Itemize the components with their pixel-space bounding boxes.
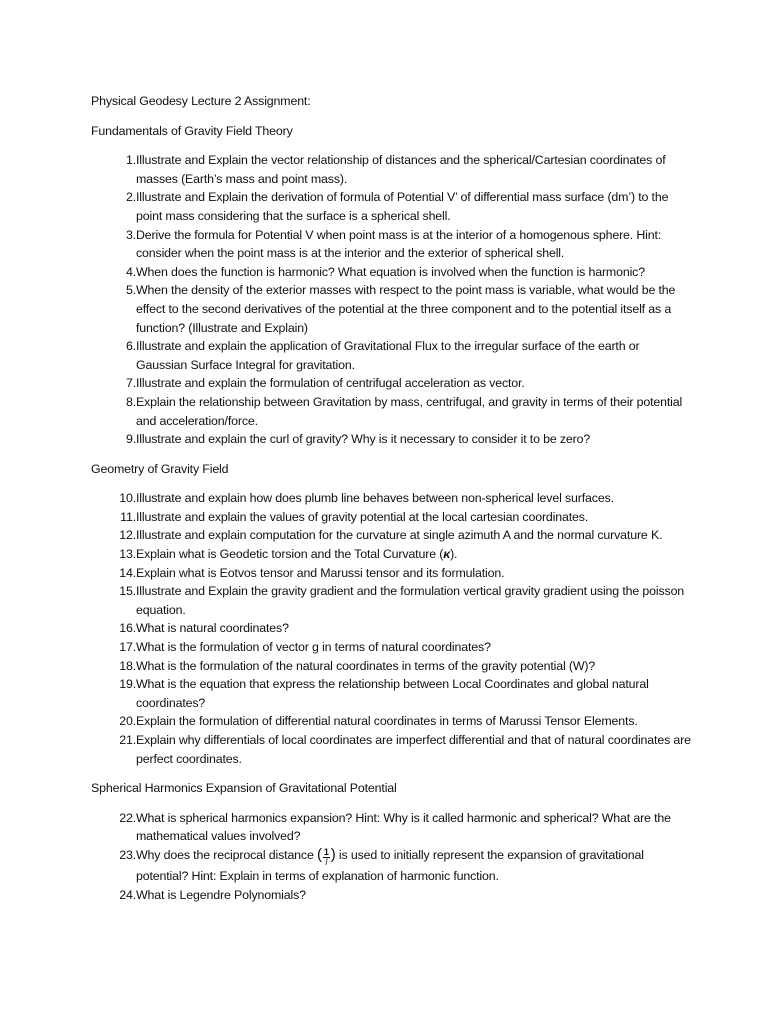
question-item: [91, 337, 691, 374]
question-item: [91, 731, 691, 768]
question-item: [91, 638, 691, 657]
question-number: 21.: [119, 733, 136, 747]
question-number: 10.: [119, 491, 136, 506]
question-text: Illustrate and explain computation for the curvature at single azimuth A and the normal curvature K.: [136, 528, 663, 543]
question-item: [91, 393, 691, 430]
question-item: [91, 657, 691, 676]
question-text: What is spherical harmonics expansion? Hint: Why is it called harmonic and spherical? What are the mathematical values involved?: [136, 810, 671, 844]
question-text: Illustrate and Explain the gravity gradient and the formulation vertical gravity gradient using the poisson equation.: [136, 584, 685, 617]
kappa-symbol: κ: [443, 547, 451, 562]
question-text: What is natural coordinates?: [136, 621, 289, 636]
question-number: 16.: [119, 621, 136, 636]
question-number: 12.: [119, 528, 136, 543]
question-number: 20.: [119, 714, 136, 729]
question-text: Illustrate and explain how does plumb line behaves between non-spherical level surfaces.: [136, 491, 614, 506]
question-number: 7.: [125, 376, 136, 391]
question-text-after: is used to initially represent the expansion of gravitational potential? Hint: Explain in terms of explanation of harmonic function.: [136, 847, 644, 883]
document-body: [91, 92, 691, 915]
question-text: What is Legendre Polynomials?: [136, 887, 306, 902]
reciprocal-fraction: [323, 848, 330, 867]
question-number: 3.: [125, 227, 136, 242]
section-heading-spherical-harmonics: Spherical Harmonics Expansion of Gravitational Potential: [91, 781, 397, 796]
question-item: [91, 374, 691, 393]
section-heading-geometry: Geometry of Gravity Field: [91, 461, 229, 476]
question-text-before: Explain what is Geodetic torsion and the Total Curvature (: [136, 547, 444, 562]
question-number: 5.: [125, 283, 136, 298]
question-text: Illustrate and explain the values of gravity potential at the local cartesian coordinates.: [136, 509, 589, 524]
question-item: [91, 846, 691, 886]
question-item: [91, 489, 691, 508]
question-item: [91, 564, 691, 583]
question-text: Explain the relationship between Gravitation by mass, centrifugal, and gravity in terms of their potential and acceleration/force.: [136, 394, 683, 428]
question-text: Explain why differentials of local coordinates are imperfect differential and that of natural coordinates are perfect coordinates.: [136, 733, 691, 766]
question-item: [91, 508, 691, 527]
question-number: 15.: [119, 584, 136, 599]
question-item: [91, 430, 691, 449]
question-text: What is the formulation of the natural coordinates in terms of the gravity potential (W)?: [136, 658, 596, 673]
question-item: [91, 151, 691, 188]
section-heading-fundamentals: Fundamentals of Gravity Field Theory: [91, 123, 293, 138]
question-number: 8.: [125, 394, 136, 409]
question-text: Illustrate and explain the curl of gravity? Why is it necessary to consider it to be zero?: [136, 432, 591, 447]
question-text: Illustrate and explain the application of Gravitational Flux to the irregular surface of the earth or Gaussian Surface Integral for gravitation.: [136, 339, 640, 372]
question-item: [91, 226, 691, 263]
fraction-numerator: 1: [323, 846, 329, 857]
question-text: What is the equation that express the relationship between Local Coordinates and global natural coordinates?: [136, 677, 649, 710]
question-text-before: Why does the reciprocal distance: [136, 847, 318, 862]
question-item: [91, 809, 691, 846]
question-list-spherical-harmonics: [91, 809, 691, 904]
question-number: 22.: [119, 810, 136, 825]
question-text: [136, 846, 691, 886]
question-number: 6.: [125, 339, 136, 354]
document-title: Physical Geodesy Lecture 2 Assignment:: [91, 94, 311, 108]
question-item: [91, 526, 691, 545]
question-number: 24.: [119, 887, 136, 902]
question-item: [91, 281, 691, 337]
question-item: [91, 619, 691, 638]
question-text: What is the formulation of vector g in terms of natural coordinates?: [136, 640, 491, 655]
question-text: Illustrate and Explain the vector relationship of distances and the spherical/Cartesian coordinates of masses (Earth’s mass and point mass).: [136, 153, 666, 186]
question-number: 4.: [125, 264, 136, 279]
question-number: 13.: [119, 547, 136, 562]
fraction-denominator: l: [325, 856, 328, 867]
close-paren: ): [330, 845, 336, 863]
question-text: When does the function is harmonic? What equation is involved when the function is harmonic?: [136, 264, 645, 279]
question-number: 18.: [119, 658, 136, 673]
question-number: 17.: [119, 640, 136, 655]
question-item: [91, 675, 691, 712]
question-item: [91, 545, 691, 564]
question-text: [136, 545, 691, 564]
question-item: [91, 712, 691, 731]
question-text-after: ).: [450, 547, 458, 562]
question-list-fundamentals: [91, 151, 691, 449]
question-number: 2.: [125, 190, 136, 205]
question-text: Explain the formulation of differential natural coordinates in terms of Marussi Tensor Elements.: [136, 714, 638, 729]
question-text: Derive the formula for Potential V when point mass is at the interior of a homogenous sphere. Hint: consider when the point mass is at the interior and the exterior of spherical shell.: [136, 227, 662, 261]
question-number: 1.: [125, 153, 136, 168]
question-number: 23.: [119, 847, 136, 862]
question-list-geometry: [91, 489, 691, 768]
question-number: 9.: [125, 432, 136, 447]
open-paren: (: [317, 845, 322, 863]
question-number: 11.: [120, 509, 136, 524]
question-item: [91, 886, 691, 905]
question-number: 19.: [119, 677, 136, 692]
question-text: Illustrate and explain the formulation of centrifugal acceleration as vector.: [136, 376, 525, 391]
question-item: [91, 188, 691, 225]
question-text: Illustrate and Explain the derivation of formula of Potential V’ of differential mass surface (dm’) to the point mass considering that the surface is a spherical shell.: [136, 190, 669, 223]
question-text: When the density of the exterior masses with respect to the point mass is variable, what would be the effect to the second derivatives of the potential at the three component and to the potential itself as a function? (Illustrate and Explain): [136, 283, 676, 335]
question-text: Explain what is Eotvos tensor and Marussi tensor and its formulation.: [136, 565, 505, 580]
question-item: [91, 263, 691, 282]
question-number: 14.: [119, 565, 136, 580]
question-item: [91, 582, 691, 619]
